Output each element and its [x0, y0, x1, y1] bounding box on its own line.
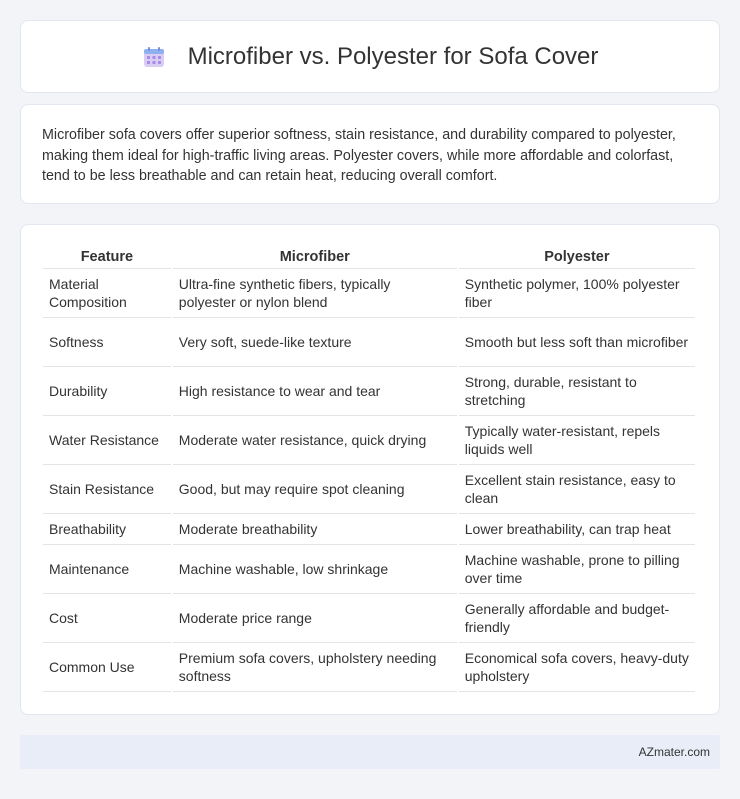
feature-cell: Common Use	[43, 643, 171, 692]
feature-cell: Water Resistance	[43, 416, 171, 465]
microfiber-cell: Machine washable, low shrinkage	[173, 545, 457, 594]
table-row	[43, 545, 695, 594]
summary-text: Microfiber sofa covers offer superior softness, stain resistance, and durability compared to polyester, making them ideal for high-traffic living areas. Polyester covers, while more affordable and colorfast, tend to be less breathable and can retain heat, reducing overall comfort.	[42, 127, 676, 184]
microfiber-cell: Moderate water resistance, quick drying	[173, 416, 457, 465]
feature-cell: Stain Resistance	[43, 465, 171, 514]
page-title: Microfiber vs. Polyester for Sofa Cover	[187, 42, 599, 70]
polyester-cell: Lower breathability, can trap heat	[459, 514, 695, 545]
header-microfiber: Microfiber	[173, 245, 457, 269]
microfiber-cell: Ultra-fine synthetic fibers, typically polyester or nylon blend	[173, 269, 457, 318]
feature-cell: Cost	[43, 594, 171, 643]
table-header-row	[43, 245, 695, 269]
comparison-table-card	[20, 224, 720, 715]
polyester-cell: Machine washable, prone to pilling over time	[459, 545, 695, 594]
polyester-cell: Typically water-resistant, repels liquids well	[459, 416, 695, 465]
polyester-cell: Economical sofa covers, heavy-duty upholstery	[459, 643, 695, 692]
table-row	[43, 514, 695, 545]
polyester-cell: Smooth but less soft than microfiber	[459, 318, 695, 367]
feature-cell: Softness	[43, 318, 171, 367]
feature-cell: Durability	[43, 367, 171, 416]
feature-cell: Breathability	[43, 514, 171, 545]
calendar-icon	[142, 45, 166, 69]
microfiber-cell: Moderate price range	[173, 594, 457, 643]
footer	[20, 735, 720, 769]
table-row	[43, 416, 695, 465]
feature-cell: Material Composition	[43, 269, 171, 318]
polyester-cell: Synthetic polymer, 100% polyester fiber	[459, 269, 695, 318]
summary-card	[20, 104, 720, 204]
table-row	[43, 269, 695, 318]
table-row	[43, 594, 695, 643]
feature-cell: Maintenance	[43, 545, 171, 594]
microfiber-cell: Premium sofa covers, upholstery needing softness	[173, 643, 457, 692]
microfiber-cell: Good, but may require spot cleaning	[173, 465, 457, 514]
microfiber-cell: Moderate breathability	[173, 514, 457, 545]
polyester-cell: Strong, durable, resistant to stretching	[459, 367, 695, 416]
comparison-table	[41, 245, 697, 692]
footer-brand: AZmater.com	[638, 745, 710, 759]
microfiber-cell: Very soft, suede-like texture	[173, 318, 457, 367]
table-row	[43, 318, 695, 367]
table-row	[43, 643, 695, 692]
header-feature: Feature	[43, 245, 171, 269]
title-card	[20, 20, 720, 93]
microfiber-cell: High resistance to wear and tear	[173, 367, 457, 416]
header-polyester: Polyester	[459, 245, 695, 269]
polyester-cell: Excellent stain resistance, easy to clean	[459, 465, 695, 514]
polyester-cell: Generally affordable and budget-friendly	[459, 594, 695, 643]
table-row	[43, 367, 695, 416]
table-row	[43, 465, 695, 514]
